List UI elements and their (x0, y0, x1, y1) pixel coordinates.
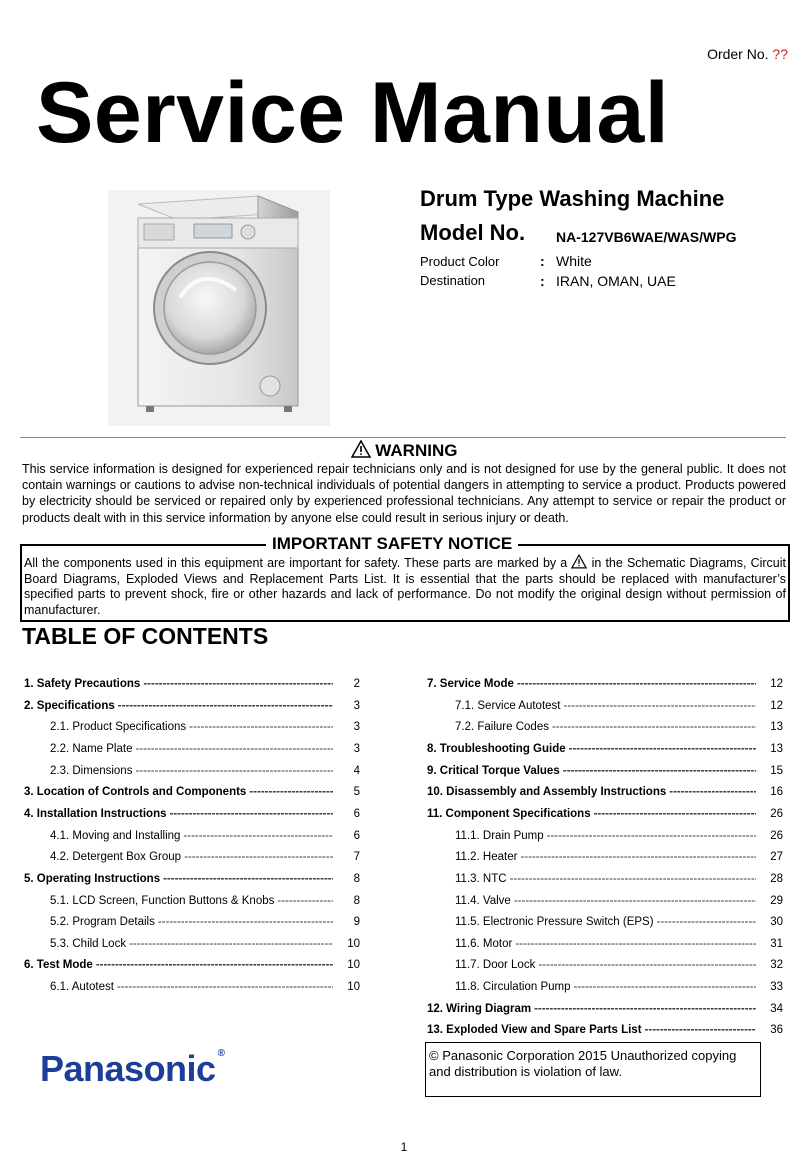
toc-entry-label: 5.1. LCD Screen, Function Buttons & Knobs (50, 894, 275, 907)
warning-text: This service information is designed for experienced repair technicians only and is not designed for use by the general public. It does not contain warnings or cautions to advise non-technical individuals of potential dangers in attempting to service a product. Products powered by electricity should be serviced or repaired only by experienced professional technicians. Any attempt to service or repair the product or products dealt with in this service information by anyone else could result in serious injury or death. (22, 462, 786, 525)
toc-entry[interactable] (50, 765, 360, 785)
toc-entry-page: 10 (347, 959, 360, 972)
warning-title: WARNING (375, 441, 458, 460)
toc-leader-dots (520, 851, 756, 863)
toc-leader-dots (645, 1024, 756, 1036)
document-title: Service Manual (36, 65, 670, 161)
toc-entry-page: 31 (770, 937, 783, 950)
toc-entry-label: 6. Test Mode (24, 959, 93, 972)
copyright-line: and distribution is violation of law. (429, 1064, 622, 1079)
toc-entry-page: 10 (347, 981, 360, 994)
toc-entry[interactable] (427, 808, 783, 828)
toc-entry-page: 27 (770, 851, 783, 864)
toc-entry-page: 33 (770, 981, 783, 994)
toc-entry[interactable] (24, 959, 360, 979)
toc-entry-label: 8. Troubleshooting Guide (427, 742, 566, 755)
toc-entry-page: 4 (353, 764, 360, 777)
toc-entry[interactable] (50, 895, 360, 915)
toc-leader-dots (563, 700, 756, 712)
product-color-label: Product Color (420, 254, 500, 269)
toc-entry-page: 32 (770, 959, 783, 972)
toc-entry-page: 2 (353, 678, 360, 690)
toc-entry[interactable] (427, 743, 783, 763)
toc-entry-label: 11.1. Drain Pump (455, 829, 544, 842)
toc-entry-page: 26 (770, 829, 783, 842)
toc-leader-dots (534, 1003, 756, 1015)
toc-entry-page: 29 (770, 894, 783, 907)
toc-entry[interactable] (455, 721, 783, 741)
toc-leader-dots (552, 721, 756, 733)
toc-entry[interactable] (455, 851, 783, 871)
order-number (707, 46, 788, 62)
registered-mark: ® (217, 1048, 225, 1059)
toc-leader-dots (277, 895, 333, 907)
safety-text-end: in the Schematic Diagrams, Circuit Board Diagrams, Exploded Views and Replacement Parts List. It is essential that the parts should be replaced with manufacturer’s specified parts to prevent shock, fire or other hazards and lack of performance. Do not modify the original design without permission of manufacturer. (24, 556, 787, 617)
destination-label: Destination (420, 273, 486, 288)
spec-colon: : (540, 273, 545, 289)
toc-entry-page: 10 (347, 937, 360, 950)
toc-entry-label: 4.1. Moving and Installing (50, 829, 181, 842)
page-number: 1 (400, 1140, 408, 1154)
toc-leader-dots (547, 830, 756, 842)
toc-entry[interactable] (50, 981, 360, 1001)
toc-leader-dots (657, 916, 756, 928)
toc-entry-label: 4.2. Detergent Box Group (50, 851, 182, 864)
safety-text-start: All the components used in this equipment are important for safety. These parts are marked by a (24, 556, 572, 570)
toc-entry[interactable] (455, 830, 783, 850)
toc-leader-dots (515, 938, 756, 950)
warning-heading (0, 440, 808, 461)
toc-leader-dots (135, 765, 333, 777)
toc-leader-dots (117, 981, 333, 993)
toc-entry-label: 2. Specifications (24, 699, 115, 712)
toc-entry[interactable] (427, 678, 783, 698)
toc-entry-label: 5.3. Child Lock (50, 937, 127, 950)
toc-leader-dots (249, 786, 333, 798)
toc-leader-dots (669, 786, 756, 798)
toc-entry-page: 12 (770, 678, 783, 690)
toc-leader-dots (538, 959, 756, 971)
toc-leader-dots (573, 981, 756, 993)
toc-entry-label: 1. Safety Precautions (24, 678, 141, 690)
spec-colon: : (540, 253, 545, 269)
toc-leader-dots (569, 743, 756, 755)
safety-notice-text (24, 554, 786, 618)
model-label: Model No. (420, 220, 526, 245)
warning-triangle-icon (571, 554, 587, 569)
toc-entry-label: 7.2. Failure Codes (455, 721, 549, 734)
toc-entry-label: 4. Installation Instructions (24, 807, 167, 820)
order-label: Order No. (707, 46, 769, 62)
toc-entry[interactable] (50, 721, 360, 741)
destination-value: IRAN, OMAN, UAE (556, 273, 676, 289)
toc-entry[interactable] (455, 938, 783, 958)
toc-entry-label: 6.1. Autotest (50, 981, 114, 994)
toc-entry-page: 30 (770, 916, 783, 929)
toc-entry-label: 3. Location of Controls and Components (24, 786, 247, 799)
toc-entry-label: 9. Critical Torque Values (427, 764, 560, 777)
toc-entry-page: 12 (770, 699, 783, 712)
toc-entry-label: 11. Component Specifications (427, 807, 591, 820)
toc-leader-dots (183, 830, 333, 842)
toc-entry-page: 3 (353, 742, 360, 755)
copyright-box (425, 1042, 761, 1097)
toc-entry-label: 10. Disassembly and Assembly Instructions (427, 786, 667, 799)
toc-entry-label: 12. Wiring Diagram (427, 1002, 532, 1015)
toc-entry-label: 11.6. Motor (455, 937, 513, 950)
washing-machine-illustration (108, 190, 330, 426)
toc-leader-dots (158, 916, 333, 928)
toc-entry-label: 11.4. Valve (455, 894, 511, 907)
toc-entry-page: 26 (770, 807, 783, 820)
product-color-value: White (556, 253, 592, 269)
toc-entry-label: 2.3. Dimensions (50, 764, 133, 777)
safety-notice-title: IMPORTANT SAFETY NOTICE (266, 534, 518, 554)
toc-leader-dots (563, 765, 756, 777)
toc-entry-label: 2.2. Name Plate (50, 742, 133, 755)
toc-leader-dots (135, 743, 333, 755)
toc-entry-page: 6 (353, 807, 360, 820)
toc-entry-page: 15 (770, 764, 783, 777)
logo-text: Panasonic (40, 1048, 216, 1089)
toc-entry[interactable] (455, 895, 783, 915)
toc-entry-label: 7.1. Service Autotest (455, 699, 561, 712)
order-value: ?? (772, 46, 788, 62)
toc-entry-page: 28 (770, 872, 783, 885)
toc-entry-page: 9 (353, 916, 360, 929)
toc-entry-label: 7. Service Mode (427, 678, 514, 690)
toc-entry[interactable] (50, 830, 360, 850)
toc-entry[interactable] (50, 743, 360, 763)
toc-leader-dots (594, 808, 756, 820)
toc-entry[interactable] (24, 808, 360, 828)
toc-entry-page: 13 (770, 721, 783, 734)
toc-leader-dots (514, 895, 756, 907)
toc-entry-page: 36 (770, 1024, 783, 1037)
toc-entry-page: 5 (353, 786, 360, 799)
toc-entry[interactable] (24, 700, 360, 720)
toc-leader-dots (510, 873, 756, 885)
toc-entry[interactable] (50, 938, 360, 958)
panasonic-logo (40, 1048, 224, 1090)
toc-entry[interactable] (455, 916, 783, 936)
toc-entry-label: 5. Operating Instructions (24, 872, 161, 885)
toc-entry-page: 8 (353, 894, 360, 907)
toc-entry-label: 5.2. Program Details (50, 916, 155, 929)
toc-entry-label: 11.8. Circulation Pump (455, 981, 571, 994)
toc-leader-dots (163, 873, 333, 885)
toc-entry-page: 3 (353, 721, 360, 734)
toc-entry-label: 13. Exploded View and Spare Parts List (427, 1024, 642, 1037)
toc-leader-dots (118, 700, 333, 712)
toc-entry-page: 8 (353, 872, 360, 885)
toc-entry[interactable] (455, 700, 783, 720)
product-type: Drum Type Washing Machine (420, 186, 725, 211)
toc-entry-label: 11.2. Heater (455, 851, 518, 864)
warning-triangle-icon (351, 440, 371, 458)
toc-leader-dots (189, 721, 333, 733)
model-number: NA-127VB6WAE/WAS/WPG (556, 229, 737, 245)
copyright-line: © Panasonic Corporation 2015 Unauthorized copying (429, 1048, 737, 1063)
toc-entry[interactable] (24, 786, 360, 806)
toc-heading: TABLE OF CONTENTS (22, 623, 269, 649)
toc-entry-page: 13 (770, 742, 783, 755)
toc-entry-page: 6 (353, 829, 360, 842)
toc-entry-page: 3 (353, 699, 360, 712)
toc-entry-label: 11.7. Door Lock (455, 959, 536, 972)
toc-entry-label: 11.3. NTC (455, 872, 507, 885)
toc-entry-page: 34 (770, 1002, 783, 1015)
toc-entry[interactable] (24, 873, 360, 893)
toc-leader-dots (184, 851, 333, 863)
toc-entry-label: 2.1. Product Specifications (50, 721, 187, 734)
toc-entry-label: 11.5. Electronic Pressure Switch (EPS) (455, 916, 654, 929)
toc-entry[interactable] (427, 1003, 783, 1023)
toc-entry[interactable] (455, 981, 783, 1001)
toc-leader-dots (170, 808, 334, 820)
toc-entry[interactable] (455, 873, 783, 893)
toc-leader-dots (96, 959, 333, 971)
toc-entry[interactable] (427, 786, 783, 806)
toc-entry[interactable] (427, 765, 783, 785)
toc-leader-dots (129, 938, 333, 950)
toc-leader-dots (517, 678, 756, 690)
toc-entry[interactable] (50, 851, 360, 871)
toc-entry[interactable] (24, 678, 360, 698)
toc-leader-dots (143, 678, 333, 690)
toc-entry[interactable] (455, 959, 783, 979)
toc-entry-page: 16 (770, 786, 783, 799)
toc-entry[interactable] (50, 916, 360, 936)
toc-entry-page: 7 (353, 851, 360, 864)
